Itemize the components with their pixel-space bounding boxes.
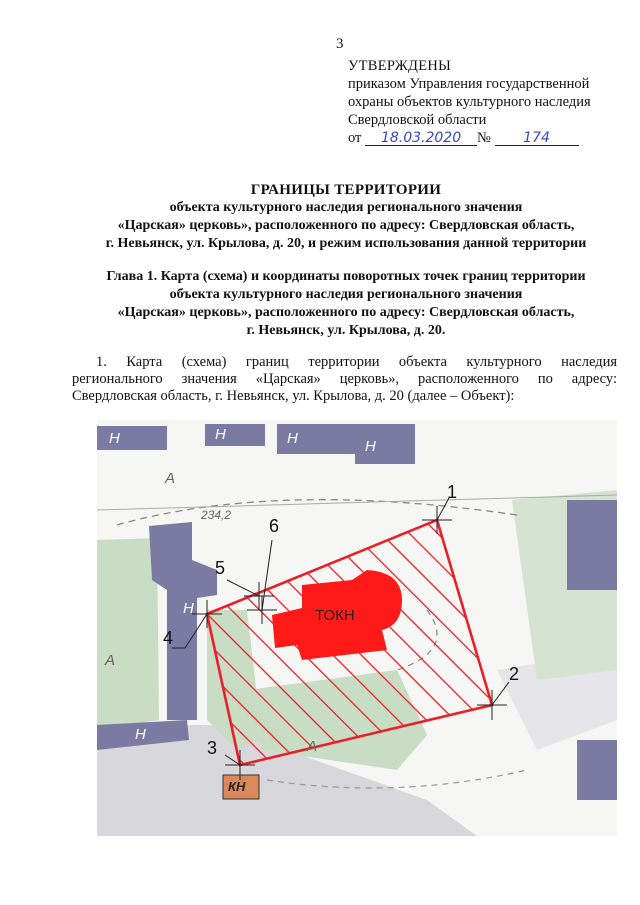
approval-heading: УТВЕРЖДЕНЫ xyxy=(348,58,452,74)
paragraph-line-1: 1. Карта (схема) границ территории объекта культурного наследия xyxy=(96,354,617,370)
point-label-6: 6 xyxy=(269,516,280,536)
building-mark: Н xyxy=(215,426,226,443)
territory-map xyxy=(97,420,617,836)
area-mark: А xyxy=(165,470,176,487)
building-mark: Н xyxy=(109,430,120,447)
title-line-3: «Царская» церковь», расположенного по адресу: Свердловская область, xyxy=(117,218,575,233)
point-label-1: 1 xyxy=(447,482,458,502)
elevation-label: 234,2 xyxy=(201,508,232,522)
document-title xyxy=(56,181,636,253)
building xyxy=(97,426,167,450)
title-line-4: г. Невьянск, ул. Крылова, д. 20, и режим использования данной территории xyxy=(105,236,587,251)
kn-label: КН xyxy=(228,779,246,794)
point-label-4: 4 xyxy=(163,628,174,648)
paragraph-line-3: Свердловская область, г. Невьянск, ул. Крылова, д. 20 (далее – Объект): xyxy=(72,388,515,404)
paragraph-1 xyxy=(72,354,617,405)
building-mark: Н xyxy=(365,438,376,455)
page-number: 3 xyxy=(336,36,344,52)
point-label-5: 5 xyxy=(215,558,226,578)
building-mark: Н xyxy=(183,600,194,617)
area-mark: А xyxy=(307,738,318,755)
from-label: от xyxy=(348,130,362,146)
building xyxy=(205,424,265,446)
building-mark: Н xyxy=(135,726,146,743)
approval-block xyxy=(348,57,638,147)
number-label: № xyxy=(477,130,491,146)
approval-line-1: приказом Управления государственной xyxy=(348,76,590,92)
approval-line-3: Свердловской области xyxy=(348,112,487,128)
point-label-2: 2 xyxy=(509,664,520,684)
approval-number: 174 xyxy=(495,131,579,146)
building xyxy=(567,500,617,590)
title-line-1: ГРАНИЦЫ ТЕРРИТОРИИ xyxy=(250,182,442,198)
approval-date-line xyxy=(348,129,638,147)
chapter-line-3: «Царская» церковь», расположенного по адресу: Свердловская область, xyxy=(117,305,575,320)
building xyxy=(577,740,617,800)
chapter-heading xyxy=(56,268,636,340)
building-mark: Н xyxy=(287,430,298,447)
title-line-2: объекта культурного наследия регионального значения xyxy=(169,200,523,215)
approval-date: 18.03.2020 xyxy=(365,131,477,146)
chapter-line-1: Глава 1. Карта (схема) и координаты поворотных точек границ территории xyxy=(106,269,586,284)
object-label: ТОКН xyxy=(315,607,355,624)
point-label-3: 3 xyxy=(207,738,218,758)
approval-line-2: охраны объектов культурного наследия xyxy=(348,94,591,110)
paragraph-line-2: регионального значения «Царская» церковь», расположенного по адресу: xyxy=(72,371,617,387)
green-zone xyxy=(97,538,159,730)
chapter-line-2: объекта культурного наследия регионального значения xyxy=(169,287,523,302)
chapter-line-4: г. Невьянск, ул. Крылова, д. 20. xyxy=(246,323,446,338)
building xyxy=(355,424,415,464)
area-mark: А xyxy=(105,652,116,669)
